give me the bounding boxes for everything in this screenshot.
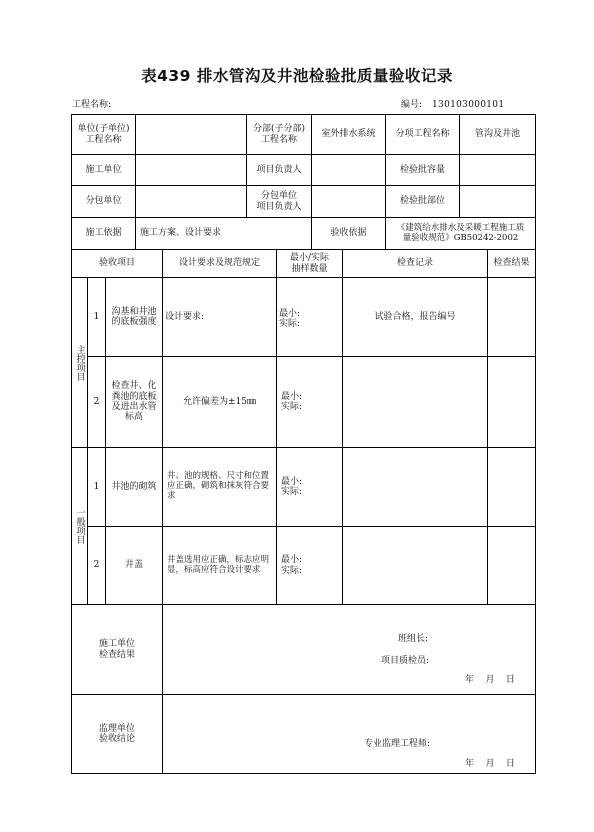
batch-location-value[interactable] [459, 185, 536, 218]
col-header-requirement: 设计要求及规范规定 [162, 249, 277, 278]
main-item-2-name: 检查井、化 粪池的底板 及进出水管 标高 [105, 356, 163, 448]
general-item-2-requirement: 井盖选用应正确，标志应明 显，标高应符合设计要求 [162, 526, 277, 605]
general-group [71, 447, 88, 605]
supervision-engineer-label: 专业监理工程师: [364, 739, 431, 749]
batch-capacity-label: 检验批容量 [385, 154, 460, 186]
main-item-2-result[interactable] [487, 356, 536, 448]
general-item-1-no: 1 [87, 447, 106, 527]
division-project-value[interactable]: 室外排水系统 [311, 114, 386, 155]
form-number-label: 编号: [401, 100, 423, 110]
division-project-label: 分部(子分部) 工程名称 [246, 114, 312, 155]
form-number [401, 97, 504, 110]
construction-unit-value[interactable] [135, 154, 247, 186]
main-item-1-record[interactable]: 试验合格，报告编号 [342, 277, 488, 357]
project-name-label: 工程名称: [72, 100, 112, 110]
subdivision-value[interactable]: 管沟及井池 [459, 114, 536, 155]
construction-check-date: 年 月 日 [465, 675, 515, 685]
main-item-1-requirement: 设计要求: [162, 277, 277, 357]
subcontractor-manager-value[interactable] [311, 185, 386, 218]
general-item-2-no: 2 [87, 526, 106, 605]
subcontractor-value[interactable] [135, 185, 247, 218]
col-header-item: 验收项目 [71, 249, 163, 278]
general-item-1-sample[interactable]: 最小: 实际: [276, 447, 343, 527]
batch-capacity-value[interactable] [459, 154, 536, 186]
general-group-label: 一般项目 [74, 508, 85, 544]
acceptance-basis-value: 《建筑给水排水及采暖工程施工质 量验收规范》GB50242-2002 [385, 217, 536, 250]
main-item-2-record[interactable] [342, 356, 488, 448]
project-manager-label: 项目负责人 [246, 154, 312, 186]
form-number-value: 130103000101 [432, 100, 505, 110]
col-header-sample: 最小/实际 抽样数量 [276, 249, 343, 278]
general-item-2-record[interactable] [342, 526, 488, 605]
construction-unit-label: 施工单位 [71, 154, 136, 186]
subcontractor-manager-label: 分包单位 项目负责人 [246, 185, 312, 218]
acceptance-basis-label: 验收依据 [311, 217, 386, 250]
batch-location-label: 检验批部位 [385, 185, 460, 218]
general-item-2-name: 井盖 [105, 526, 163, 605]
subdivision-label: 分项工程名称 [385, 114, 460, 155]
main-item-2-requirement: 允许偏差为±15㎜ [162, 356, 277, 448]
general-item-1-result[interactable] [487, 447, 536, 527]
unit-project-label: 单位(子单位) 工程名称 [71, 114, 136, 155]
main-item-1-name: 沟基和井池 的底板强度 [105, 277, 163, 357]
team-leader-label: 班组长: [398, 634, 429, 644]
general-item-2-result[interactable] [487, 526, 536, 605]
main-item-2-sample[interactable]: 最小: 实际: [276, 356, 343, 448]
general-item-1-requirement: 井、池的规格、尺寸和位置 应正确，砌筑和抹灰符合要 求 [162, 447, 277, 527]
construction-basis-label: 施工依据 [71, 217, 136, 250]
col-header-result: 检查结果 [487, 249, 536, 278]
main-item-2-no: 2 [87, 356, 106, 448]
unit-project-value[interactable] [135, 114, 247, 155]
general-item-1-record[interactable] [342, 447, 488, 527]
project-manager-value[interactable] [311, 154, 386, 186]
main-item-1-result[interactable] [487, 277, 536, 357]
general-item-1-name: 井池的砌筑 [105, 447, 163, 527]
subcontractor-label: 分包单位 [71, 185, 136, 218]
quality-inspector-label: 项目质检员: [381, 656, 430, 666]
main-item-1-sample[interactable]: 最小: 实际: [276, 277, 343, 357]
construction-basis-value[interactable]: 施工方案、设计要求 [135, 217, 312, 250]
supervision-label: 监理单位 验收结论 [71, 694, 163, 774]
supervision-date: 年 月 日 [465, 759, 515, 769]
main-item-1-no: 1 [87, 277, 106, 357]
form-title: 表439 排水管沟及井池检验批质量验收记录 [141, 67, 453, 85]
general-item-2-sample[interactable]: 最小: 实际: [276, 526, 343, 605]
construction-check-label: 施工单位 检查结果 [71, 604, 163, 695]
col-header-record: 检查记录 [342, 249, 488, 278]
main-control-group [71, 277, 88, 448]
main-control-group-label: 主控项目 [74, 344, 85, 381]
